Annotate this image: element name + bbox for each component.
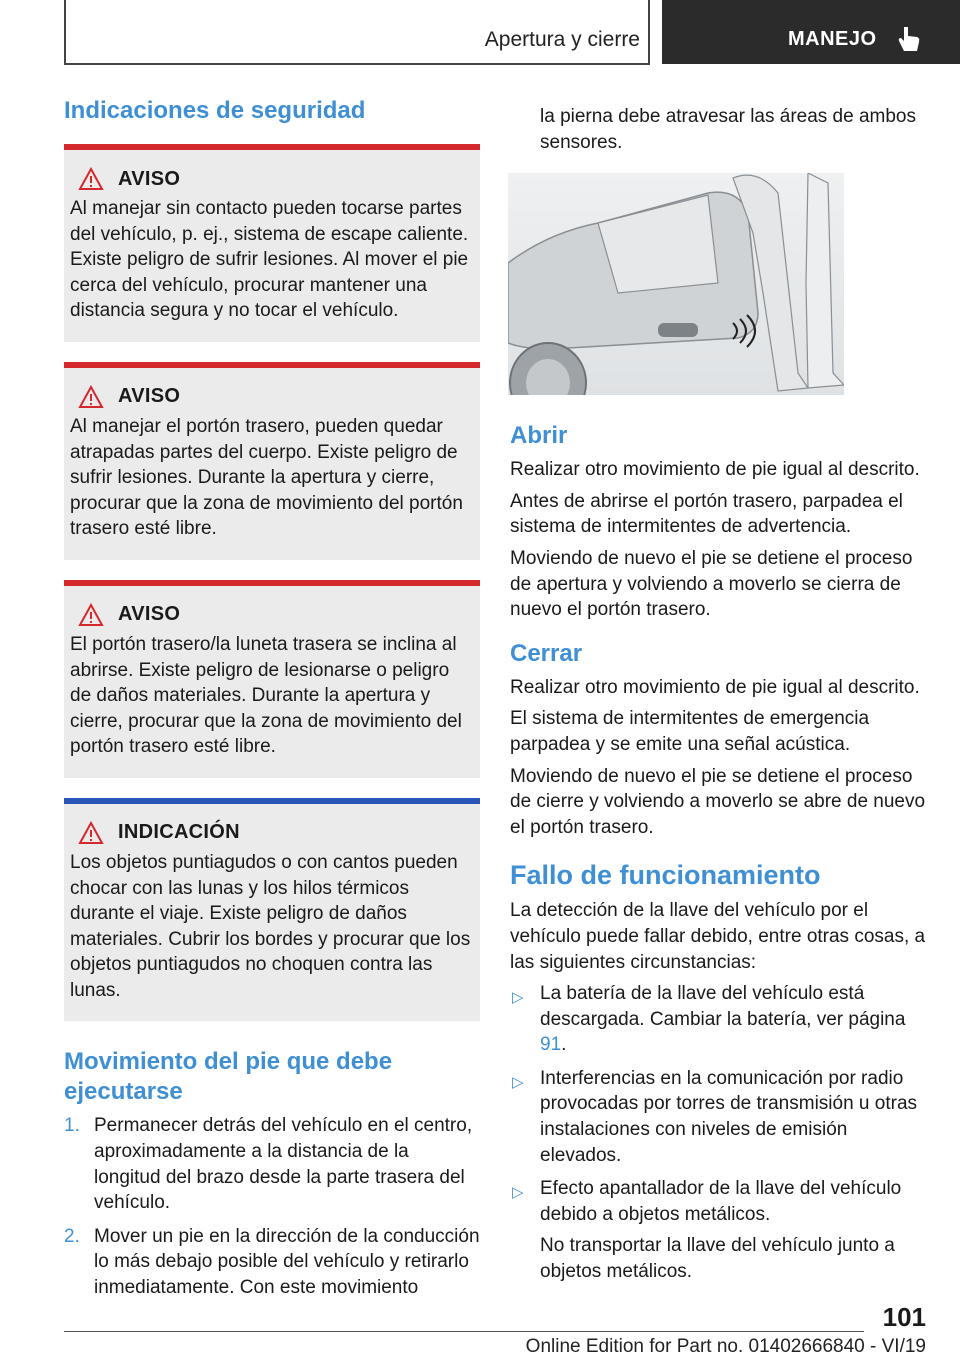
chapter-tab[interactable]: [662, 0, 960, 64]
warning-triangle-icon: [78, 385, 104, 409]
step-text: Permanecer detrás del vehículo en el centro, aproximadamente a la distancia de la longitud del brazo desde la parte trasera del vehículo.: [94, 1115, 473, 1214]
note-title: INDICACIÓN: [118, 821, 240, 844]
bullet-text: La batería de la llave del vehículo está descargada. Cambiar la batería, ver página: [540, 983, 906, 1030]
malfunction-heading: Fallo de funcionamiento: [510, 860, 821, 891]
note-text: Al manejar el portón trasero, pueden quedar atrapadas partes del cuerpo. Existe peligro de sufrir lesiones. Durante la apertura y cierre, procurar que la zona de movimiento del portón trasero esté libre.: [70, 415, 463, 540]
malfunction-intro: La detección de la llave del vehículo por el vehículo puede fallar debido, entre otras cosas, a las siguientes circunstancias:: [510, 900, 926, 973]
tailgate-illustration: [508, 173, 844, 395]
movement-heading: Movimiento del pie que debe ejecutarse: [64, 1048, 393, 1106]
list-item: [64, 1113, 480, 1215]
bullet-end: .: [561, 1034, 567, 1056]
list-item: [510, 1066, 926, 1168]
header-left-rule: [64, 0, 66, 64]
chapter-tab-label: MANEJO: [788, 28, 877, 50]
list-item: [510, 981, 926, 1058]
close-paragraph: Moviendo de nuevo el pie se detiene el proceso de cierre y volviendo a moverlo se abre de nuevo el portón trasero.: [510, 765, 926, 838]
warning-triangle-icon: [78, 603, 104, 627]
open-paragraph: Moviendo de nuevo el pie se detiene el proceso de apertura y volviendo a moverlo se cierra de nuevo el portón trasero.: [510, 547, 913, 621]
note-text: Los objetos puntiagudos o con cantos pueden chocar con las lunas y los hilos térmicos durante el viaje. Existe peligro de daños materiales. Cubrir los bordes y procurar que los objetos puntiagudos no choquen contra las lunas.: [70, 851, 471, 1001]
header-divider: [648, 0, 650, 64]
note-title: AVISO: [118, 385, 181, 408]
info-note: [64, 798, 480, 1022]
close-paragraph: Realizar otro movimiento de pie igual al descrito.: [510, 676, 920, 698]
triangle-bullet-icon: ▷: [512, 1073, 524, 1091]
steps-list: [64, 1113, 480, 1300]
list-item: [64, 1224, 480, 1301]
note-title: AVISO: [118, 603, 181, 626]
header-bottom-rule: [64, 63, 650, 65]
note-text: Al manejar sin contacto pueden tocarse partes del vehículo, p. ej., sistema de escape caliente. Existe peligro de sufrir lesiones. Al mover el pie cerca del vehículo, procurar mantener una distancia segura y no tocar el vehículo.: [70, 198, 469, 322]
footer-rule: [64, 1331, 864, 1332]
step-number: 1.: [64, 1115, 80, 1137]
list-item: [510, 1176, 926, 1284]
triangle-bullet-icon: ▷: [512, 989, 524, 1007]
header-section-title: Apertura y cierre: [484, 28, 640, 51]
info-triangle-icon: [78, 821, 104, 845]
open-heading: Abrir: [510, 422, 568, 450]
warning-triangle-icon: [78, 167, 104, 191]
note-text: El portón trasero/la luneta trasera se inclina al abrirse. Existe peligro de lesionarse o peligro de daños materiales. Durante la apertura y cierre, procurar que la zona de movimiento del portón trasero esté libre.: [70, 633, 462, 758]
open-paragraph: Antes de abrirse el portón trasero, parpadea el sistema de intermitentes de advertencia.: [510, 490, 903, 538]
note-title: AVISO: [118, 167, 181, 190]
close-paragraph: El sistema de intermitentes de emergencia parpadea y se emite una señal acústica.: [510, 708, 870, 755]
malfunction-list: [510, 981, 926, 1285]
bullet-text: Interferencias en la comunicación por radio provocadas por torres de transmisión u otras instalaciones con niveles de emisión elevados.: [540, 1067, 918, 1166]
left-column: [64, 96, 480, 1309]
step-number: 2.: [64, 1225, 80, 1247]
safety-heading: Indicaciones de seguridad: [64, 97, 366, 124]
triangle-bullet-icon: ▷: [512, 1184, 524, 1202]
warning-note-1: [64, 144, 480, 342]
bullet-text: Efecto apantallador de la llave del vehículo debido a objetos metálicos.: [540, 1178, 902, 1225]
step-continuation: la pierna debe atravesar las áreas de ambos sensores.: [540, 106, 917, 153]
page-link[interactable]: 91: [540, 1034, 562, 1056]
step-text: Mover un pie en la dirección de la conducción lo más debajo posible del vehículo y retirarlo inmediatamente. Con este movimiento: [94, 1225, 480, 1299]
warning-note-2: [64, 362, 480, 560]
hand-pointer-icon: [895, 24, 923, 54]
warning-note-3: [64, 580, 480, 778]
edition-text: Online Edition for Part no. 01402666840 - VI/19: [525, 1336, 926, 1357]
bullet-extra: No transportar la llave del vehículo junto a objetos metálicos.: [540, 1235, 895, 1283]
close-heading: Cerrar: [510, 639, 583, 667]
page-number: 101: [882, 1302, 926, 1332]
right-column: [510, 96, 926, 1293]
open-paragraph: Realizar otro movimiento de pie igual al descrito.: [510, 459, 920, 481]
car-foot-sensor-illustration: [508, 173, 844, 395]
